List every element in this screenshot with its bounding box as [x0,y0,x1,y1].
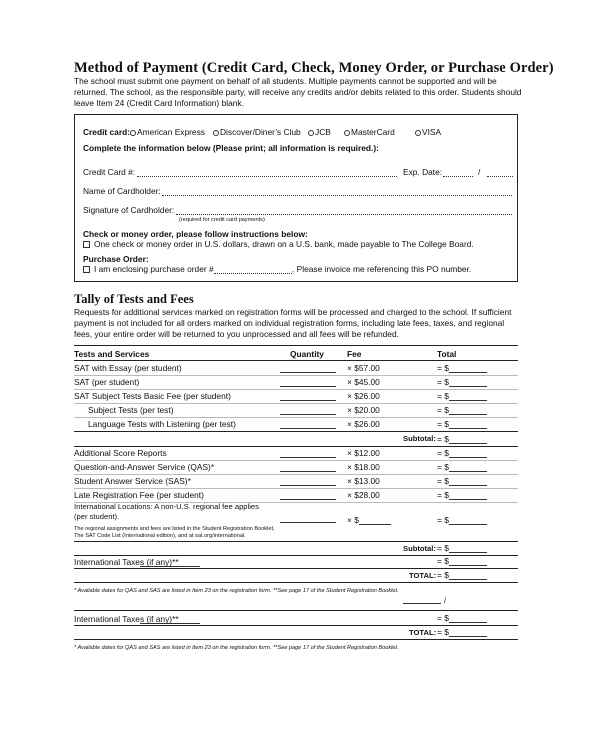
total-field[interactable] [449,476,487,486]
row-total: = $ [437,391,487,401]
row-rule [74,474,518,475]
row-total: = $ [437,405,487,415]
total-field[interactable] [449,377,487,387]
rule [74,568,518,569]
total-field[interactable] [449,434,487,444]
grand-total-field-b[interactable] [449,627,487,637]
intl-taxes-total-field-b[interactable] [449,613,487,623]
service-label: Late Registration Fee (per student) [74,489,204,500]
row-total: = $ [437,377,487,387]
radio-icon[interactable] [130,130,136,136]
total-field[interactable] [449,405,487,415]
quantity-field[interactable] [280,485,336,486]
rule [74,625,518,626]
complete-info-instruction: Complete the information below (Please print; all information is required.): [83,143,379,153]
row-rule [74,460,518,461]
intl-location-line1: International Locations: A non-U.S. regional fee applies [74,502,259,511]
table-top-rule [74,345,518,346]
intl-taxes-label-b: International Taxes (if any)** [74,614,179,624]
total-field[interactable] [449,419,487,429]
quantity-field[interactable] [280,428,336,429]
intl-taxes-total-b: = $ [437,613,487,623]
intl-taxes-label: International Taxes (if any)** [74,557,179,567]
subtotal-2-total: = $ [437,543,487,553]
service-label: Subject Tests (per test) [88,405,174,416]
row-total: = $ [437,434,487,444]
radio-icon[interactable] [213,130,219,136]
fee-value: × $28.00 [347,489,380,500]
quantity-field[interactable] [280,499,336,500]
rule [74,541,518,542]
grand-total-field[interactable] [449,570,487,580]
row-rule [74,389,518,390]
purchase-order-text-before: I am enclosing purchase order # [94,264,214,274]
row-rule [74,446,518,447]
row-rule [74,417,518,418]
row-total: = $ [437,419,487,429]
payment-box [74,114,518,282]
total-field[interactable] [449,363,487,373]
total-field[interactable] [449,391,487,401]
service-label: Additional Score Reports [74,447,167,458]
purchase-order-number-field[interactable] [214,273,292,274]
header-total: Total [437,349,457,359]
exp-date-label: Exp. Date: [403,167,443,177]
quantity-field[interactable] [280,414,336,415]
service-label: SAT with Essay (per student) [74,363,182,373]
intl-fee-field[interactable] [359,515,391,525]
intl-quantity-field[interactable] [280,522,336,523]
quantity-field[interactable] [280,471,336,472]
radio-icon[interactable] [415,130,421,136]
row-total: = $ [437,490,487,500]
quantity-field[interactable] [280,372,336,373]
cardholder-name-label: Name of Cardholder: [83,186,161,196]
row-rule [74,403,518,404]
quantity-field[interactable] [280,400,336,401]
row-total: = $ [437,462,487,472]
row-rule [74,375,518,376]
total-field[interactable] [449,448,487,458]
subtotal-label: Subtotal: [403,433,436,443]
fee-value: × $20.00 [347,405,380,416]
service-label: Student Answer Service (SAS)* [74,475,191,486]
quantity-field[interactable] [280,457,336,458]
quantity-field[interactable] [280,386,336,387]
fee-value: × $57.00 [347,363,380,373]
card-option-discover[interactable]: Discover/Diner’s Club [213,127,301,137]
purchase-order-text-after: . Please invoice me referencing this PO number. [292,264,472,274]
card-option-mastercard[interactable]: MasterCard [344,127,395,137]
blank-field[interactable] [403,603,441,604]
exp-year-field[interactable] [487,176,513,177]
grand-total-b: = $ [437,627,487,637]
header-fee: Fee [347,349,362,359]
check-option-checkbox[interactable] [83,241,90,248]
fee-value: × $45.00 [347,377,380,388]
intl-taxes-total: = $ [437,556,487,566]
check-option-text: One check or money order in U.S. dollars, drawn on a U.S. bank, made payable to The College Board. [94,239,474,249]
intl-location-line2: (per student). [74,512,120,521]
cardholder-name-field[interactable] [162,195,512,196]
row-total: = $ [437,448,487,458]
intl-note-line1: The regional assignments and fees are listed in the Student Registration Booklet, [74,526,275,532]
radio-icon[interactable] [344,130,350,136]
exp-date-slash: / [478,167,481,177]
signature-note: (required for credit card payments) [179,217,265,223]
subtotal-2-label: Subtotal: [403,544,436,553]
blank-slash: / [444,596,447,605]
total-label-b: TOTAL: [409,628,437,637]
row-rule [74,488,518,489]
grand-total: = $ [437,570,487,580]
service-label: Language Tests with Listening (per test) [88,419,236,430]
card-option-visa[interactable]: VISA [415,127,441,137]
fee-value: × $26.00 [347,419,380,430]
rule [74,610,518,611]
service-label: SAT Subject Tests Basic Fee (per student) [74,391,231,402]
tally-title: Tally of Tests and Fees [74,292,194,306]
credit-card-number-field[interactable] [137,176,397,177]
fee-value: × $13.00 [347,475,380,486]
total-field[interactable] [449,490,487,500]
header-tests-services: Tests and Services [74,349,150,359]
method-of-payment-title: Method of Payment (Credit Card, Check, Money Order, or Purchase Order) [74,60,554,76]
total-label: TOTAL: [409,571,437,580]
purchase-order-heading: Purchase Order: [83,254,149,264]
tally-intro-text: Requests for additional services marked on registration forms will be processed and charged to the school. If sufficient payment is not included for all orders marked on individual registration forms, including late fees, taxes, and regional fees, your entire order will be returned to you unprocessed and all fees will be refunded. [74,307,512,339]
header-rule [74,360,518,361]
row-total: = $ [437,363,487,373]
intl-taxes-field[interactable] [140,566,200,567]
footnote-b: * Available dates for QAS and SAS are listed in Item 23 on the registration form. **See page 17 of the Student Registration Booklet. [74,645,399,651]
fee-value: × $18.00 [347,461,380,472]
intl-taxes-field-b[interactable] [140,623,200,624]
service-label: Question-and-Answer Service (QAS)* [74,461,215,472]
fee-value: × $26.00 [347,391,380,402]
purchase-order-checkbox[interactable] [83,266,90,273]
card-option-amex[interactable]: American Express [130,127,205,137]
row-total: = $ [437,476,487,486]
intl-note-line2: The SAT Code List (International edition), and at sat.org/international. [74,533,246,539]
signature-label: Signature of Cardholder: [83,205,175,215]
credit-card-label: Credit card: [83,127,131,137]
intl-taxes-total-field[interactable] [449,556,487,566]
card-option-jcb[interactable]: JCB [308,127,331,137]
header-quantity: Quantity [290,349,324,359]
intl-fee: × $ [347,515,391,525]
credit-card-number-label: Credit Card #: [83,167,136,177]
method-intro-text: The school must submit one payment on behalf of all students. Multiple payments cannot be supported and will be returned. The school, as the responsible party, will receive any credits and/or debits related to this order. Students should leave Item 24 (Credit Card Information) blank. [74,76,522,108]
fee-value: × $12.00 [347,447,380,458]
subtotal-2-field[interactable] [449,543,487,553]
row-rule [74,431,518,432]
intl-total: = $ [437,515,487,525]
rule [74,639,518,640]
total-field[interactable] [449,462,487,472]
footnote: * Available dates for QAS and SAS are listed in Item 23 on the registration form. **See page 17 of the Student Registration Booklet. [74,588,399,594]
check-heading: Check or money order, please follow instructions below: [83,229,308,239]
rule [74,582,518,583]
intl-total-field[interactable] [449,515,487,525]
radio-icon[interactable] [308,130,314,136]
service-label: SAT (per student) [74,377,140,388]
exp-month-field[interactable] [443,176,473,177]
